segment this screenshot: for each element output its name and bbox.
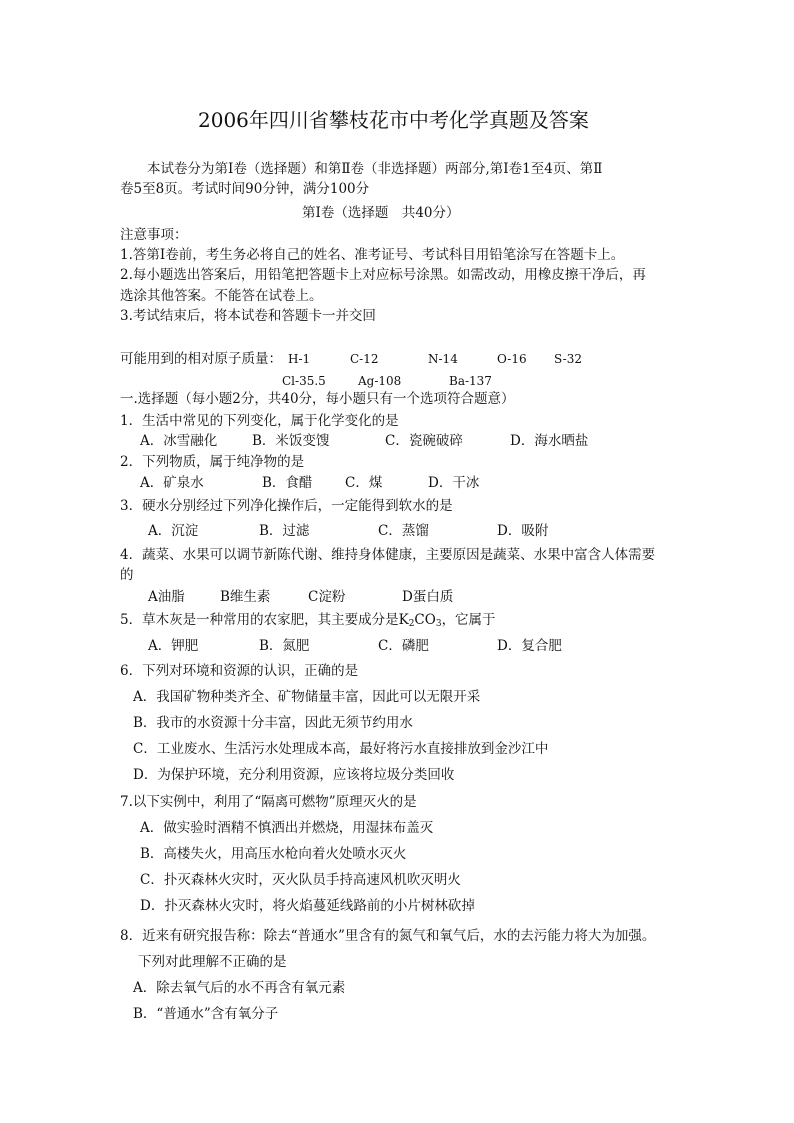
question-7-stem: 7.以下实例中，利用了“隔离可燃物”原理灭火的是 [120, 794, 417, 810]
atomic-mass-item: C-12 [350, 352, 379, 366]
question-6-option-d: D．为保护环境，充分利用资源，应该将垃圾分类回收 [133, 767, 455, 783]
page-title: 2006年四川省攀枝花市中考化学真题及答案 [198, 108, 589, 132]
question-8-stem-line-1: 8．近来有研究报告称：除去“普通水”里含有的氮气和氧气后，水的去污能力将大为加强。 [120, 928, 656, 944]
note-2-line-1: 2.每小题选出答案后，用铅笔把答题卡上对应标号涂黑。如需改动，用橡皮擦干净后，再 [120, 267, 646, 283]
question-3-stem: 3．硬水分别经过下列净化操作后，一定能得到软水的是 [120, 498, 453, 514]
question-1-option-c: C．瓷碗破碎 [385, 433, 463, 449]
question-8-option-a: A．除去氧气后的水不再含有氧元素 [133, 980, 346, 996]
question-3-option-a: A．沉淀 [148, 523, 199, 539]
atomic-mass-item: Ba-137 [449, 374, 492, 388]
question-2-option-d: D．干冰 [428, 475, 480, 491]
note-3: 3.考试结束后，将本试卷和答题卡一并交回 [120, 308, 376, 324]
question-6-option-b: B．我市的水资源十分丰富，因此无须节约用水 [133, 715, 413, 731]
question-8-stem-line-2: 下列对此理解不正确的是 [138, 954, 287, 970]
question-7-option-b: B．高楼失火，用高压水枪向着火处喷水灭火 [140, 846, 407, 862]
question-5-option-c: C．磷肥 [378, 638, 429, 654]
question-5-option-b: B．氮肥 [259, 638, 310, 654]
question-6-option-c: C．工业废水、生活污水处理成本高，最好将污水直接排放到金沙江中 [133, 741, 549, 757]
notes-heading: 注意事项： [120, 227, 188, 243]
question-4-option-a: A油脂 [148, 589, 185, 605]
question-4-option-b: B维生素 [220, 589, 271, 605]
note-1: 1.答第Ⅰ卷前，考生务必将自己的姓名、准考证号、考试科目用铅笔涂写在答题卡上。 [120, 247, 625, 263]
question-5-stem-tail: ，它属于 [441, 612, 496, 628]
question-7-option-a: A．做实验时酒精不慎洒出并燃烧，用湿抹布盖灭 [140, 820, 434, 836]
question-5-option-a: A．钾肥 [148, 638, 199, 654]
note-2-line-2: 选涂其他答案。不能答在试卷上。 [120, 288, 323, 304]
part1-heading: 第Ⅰ卷（选择题 共40分） [302, 205, 460, 221]
question-4-stem-line-2: 的 [120, 567, 134, 583]
question-3-option-d: D．吸附 [497, 523, 549, 539]
atomic-mass-item: H-1 [288, 352, 311, 366]
question-2-stem: 2．下列物质，属于纯净物的是 [120, 454, 305, 470]
question-2-option-a: A．矿泉水 [140, 475, 204, 491]
question-1-option-a: A．冰雪融化 [140, 433, 218, 449]
atomic-mass-item: S-32 [554, 352, 582, 366]
question-4-stem-line-1: 4．蔬菜、水果可以调节新陈代谢、维持身体健康，主要原因是蔬菜、水果中富含人体需要 [120, 547, 656, 563]
intro-line-2: 卷5至8页。考试时间90分钟，满分100分 [120, 181, 370, 197]
atomic-mass-item: Ag-108 [358, 374, 402, 388]
question-5-stem-text: 5．草木灰是一种常用的农家肥，其主要成分是 [120, 612, 399, 628]
atomic-mass-item: N-14 [428, 352, 458, 366]
intro-line-1: 本试卷分为第Ⅰ卷（选择题）和第Ⅱ卷（非选择题）两部分,第Ⅰ卷1至4页、第Ⅱ [147, 161, 603, 177]
question-4-option-c: C淀粉 [308, 589, 346, 605]
question-2-option-c: C．煤 [345, 475, 383, 491]
question-7-option-c: C．扑灭森林火灾时，灭火队员手持高速风机吹灭明火 [140, 872, 461, 888]
atomic-mass-label: 可能用到的相对原子质量： [120, 351, 282, 367]
atomic-mass-item: Cl-35.5 [282, 374, 326, 388]
question-1-option-d: D．海水晒盐 [510, 433, 589, 449]
potassium-carbonate-formula: $K_2CO_3$ [398, 612, 442, 629]
question-3-option-b: B．过滤 [259, 523, 310, 539]
atomic-mass-item: O-16 [497, 352, 527, 366]
question-6-option-a: A．我国矿物种类齐全、矿物储量丰富，因此可以无限开采 [133, 689, 481, 705]
question-8-option-b: B．“普通水”含有氧分子 [133, 1006, 279, 1022]
question-5-stem [120, 611, 496, 633]
question-7-option-d: D．扑灭森林火灾时，将火焰蔓延线路前的小片树林砍掉 [140, 898, 475, 914]
question-1-option-b: B．米饭变馊 [252, 433, 330, 449]
question-3-option-c: C．蒸馏 [378, 523, 429, 539]
question-6-stem: 6．下列对环境和资源的认识，正确的是 [120, 663, 359, 679]
question-2-option-b: B．食醋 [262, 475, 313, 491]
section-1-heading: 一.选择题（每小题2分，共40分，每小题只有一个选项符合题意） [120, 391, 515, 407]
question-5-option-d: D．复合肥 [497, 638, 562, 654]
question-4-option-d: D蛋白质 [402, 589, 454, 605]
question-1-stem: 1．生活中常见的下列变化，属于化学变化的是 [120, 413, 399, 429]
